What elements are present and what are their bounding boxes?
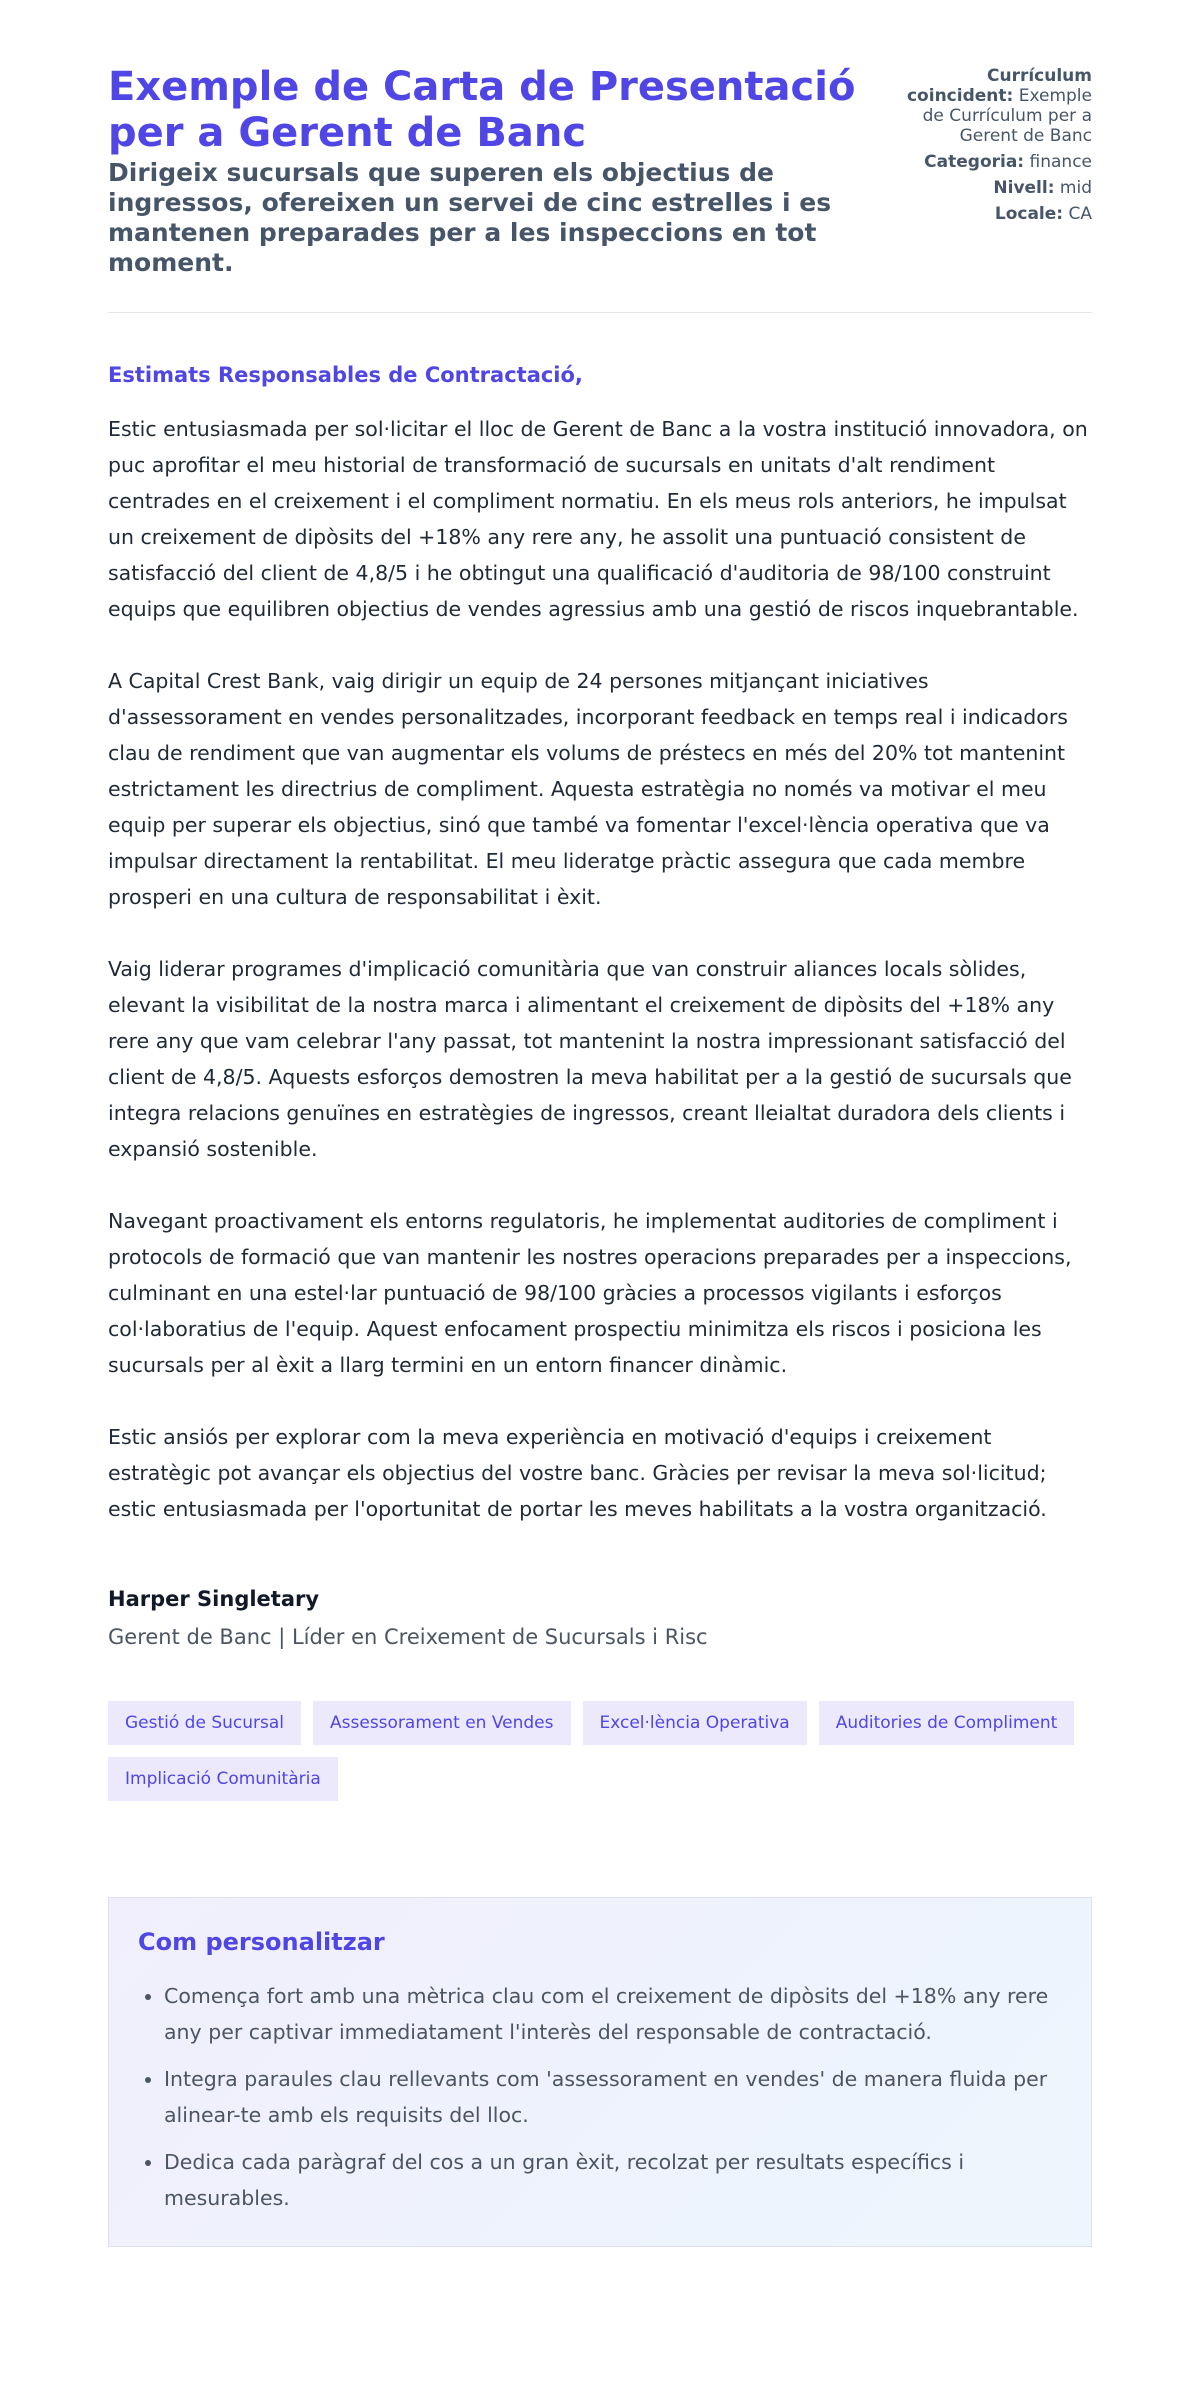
letter-paragraph: Estic entusiasmada per sol·licitar el lloc de Gerent de Banc a la vostra institució innovadora, on puc aprofitar el meu historial de transformació de sucursals en unitats d'alt rendiment centrades en el creixement i el compliment normatiu. En els meus rols anteriors, he impulsat un creixement de dipòsits del +18% any rere any, he assolit una puntuació consistent de satisfacció del client de 4,8/5 i he obtingut una qualificació d'auditoria de 98/100 construint equips que equilibren objectius de vendes agressius amb una gestió de riscos inquebrantable. [108,417,1088,621]
meta-category-label: Categoria: [924,152,1025,172]
meta-locale-value: CA [1068,204,1092,224]
skill-tag: Assessorament en Vendes [313,1701,570,1745]
title-block [108,64,868,278]
customization-tips-box [108,1897,1092,2247]
tip-item: • Integra paraules clau rellevants com 'assessorament en vendes' de manera fluida per alinear-te amb els requisits del lloc. [164,2061,1062,2133]
tips-title: Com personalitzar [138,1928,385,1956]
letter-paragraph: Navegant proactivament els entorns regulatoris, he implementat auditories de compliment i protocols de formació que van mantenir les nostres operacions preparades per a inspeccions, culminant en una estel·lar puntuació de 98/100 gràcies a processos vigilants i esforços col·laboratius de l'equip. Aquest enfocament prospectiu minimitza els riscos i posiciona les sucursals per al èxit a llarg termini en un entorn financer dinàmic. [108,1209,1072,1377]
meta-category-value: finance [1029,152,1092,172]
letter-paragraph: Vaig liderar programes d'implicació comunitària que van construir aliances locals sòlides, elevant la visibilitat de la nostra marca i alimentant el creixement de dipòsits del +18% any rere any que vam celebrar l'any passat, tot mantenint la nostra impressionant satisfacció del client de 4,8/5. Aquests esforços demostren la meva habilitat per a la gestió de sucursals que integra relacions genuïnes en estratègies de ingressos, creant lleialtat duradora dels clients i expansió sostenible. [108,957,1072,1161]
skill-tag: Gestió de Sucursal [108,1701,301,1745]
letter-paragraph: Estic ansiós per explorar com la meva experiència en motivació d'equips i creixement estratègic pot avançar els objectius del vostre banc. Gràcies per revisar la meva sol·licitud; estic entusiasmada per l'oportunitat de portar les meves habilitats a la vostra organització. [108,1425,1047,1521]
metadata-panel [892,66,1092,230]
signature-role: Gerent de Banc | Líder en Creixement de Sucursals i Risc [108,1625,708,1649]
skill-tag: Excel·lència Operativa [583,1701,807,1745]
skill-tag: Auditories de Compliment [819,1701,1075,1745]
meta-level-label: Nivell: [993,178,1055,198]
letter-paragraph: A Capital Crest Bank, vaig dirigir un equip de 24 persones mitjançant iniciatives d'assessorament en vendes personalitzades, incorporant feedback en temps real i indicadors clau de rendiment que van augmentar els volums de préstecs en més del 20% tot mantenint estrictament les directrius de compliment. Aquesta estratègia no només va motivar el meu equip per superar els objectius, sinó que també va fomentar l'excel·lència operativa que va impulsar directament la rentabilitat. El meu lideratge pràctic assegura que cada membre prosperi en una cultura de responsabilitat i èxit. [108,669,1068,909]
meta-matched-resume-value: Exemple de Currículum per a Gerent de Banc [922,86,1092,146]
signature-name: Harper Singletary [108,1587,320,1611]
meta-locale-label: Locale: [994,204,1064,224]
letter-greeting: Estimats Responsables de Contractació, [108,363,583,387]
meta-locale [892,204,1092,224]
meta-matched-resume [892,66,1092,146]
meta-level [892,178,1092,198]
tip-item: • Comença fort amb una mètrica clau com el creixement de dipòsits del +18% any rere any per captivar immediatament l'interès del responsable de contractació. [164,1978,1062,2050]
meta-category [892,152,1092,172]
signature-block [108,1587,1092,1649]
page-header [108,64,1092,313]
letter-paragraphs [108,411,1092,1527]
letter-body [108,363,1092,1527]
page-subtitle: Dirigeix sucursals que superen els objectius de ingressos, ofereixen un servei de cinc estrelles i es mantenen preparades per a les inspeccions en tot moment. [108,158,832,277]
skill-tags [108,1701,1108,1801]
skill-tag: Implicació Comunitària [108,1757,338,1801]
meta-level-value: mid [1059,178,1092,198]
tips-list [138,1978,1062,2216]
meta-matched-resume-label: Currículum coincident: [906,66,1092,106]
page-title: Exemple de Carta de Presentació per a Gerent de Banc [108,64,856,156]
tip-item: • Dedica cada paràgraf del cos a un gran èxit, recolzat per resultats específics i mesurables. [164,2144,1062,2216]
